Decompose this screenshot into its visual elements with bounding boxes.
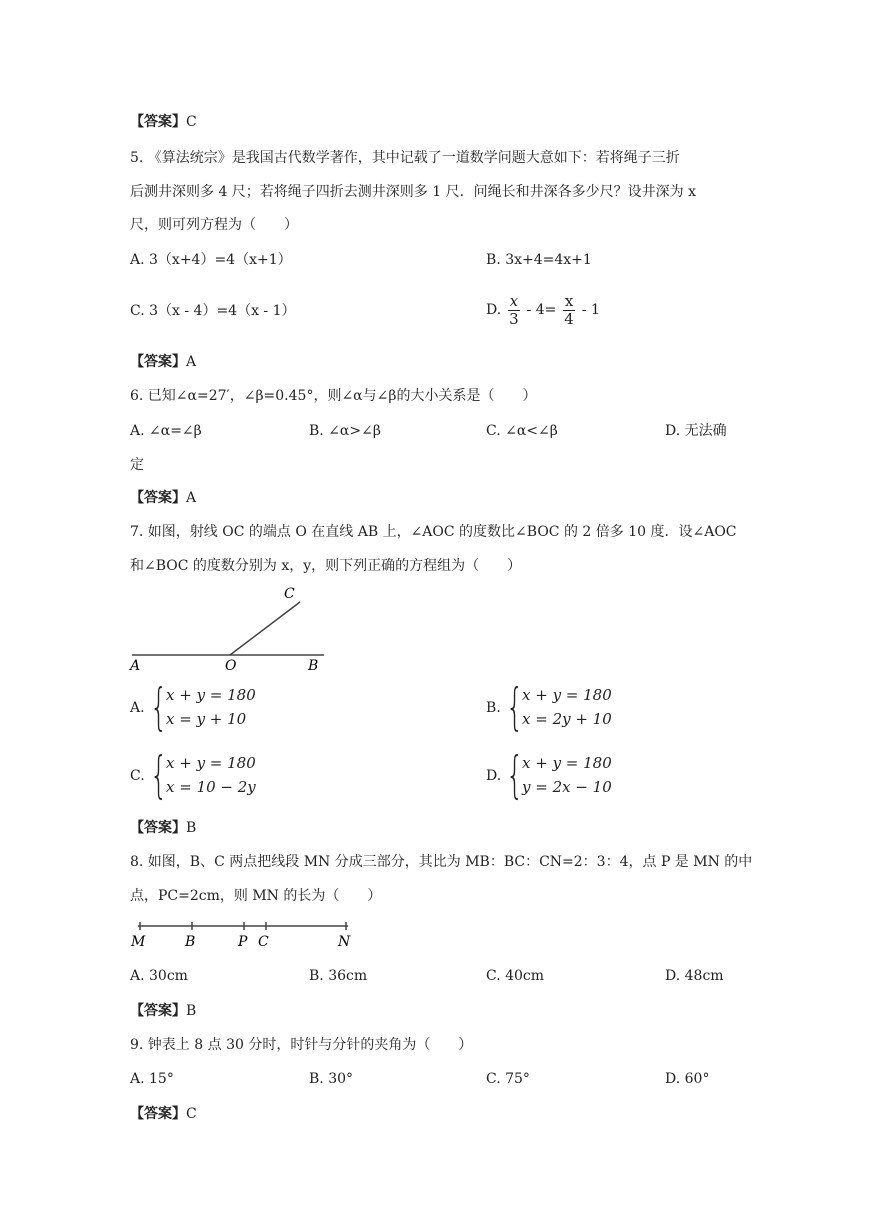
answer-5: 【答案】A [130, 354, 197, 370]
q9-option-b: B. 30° [309, 1071, 354, 1087]
q8-line1: 8. 如图，B、C 两点把线段 MN 分成三部分，其比为 MB：BC：CN=2：3：4，点 P 是 MN 的中 [130, 854, 753, 870]
answer-value: C [186, 114, 197, 130]
q5-option-d [486, 290, 600, 330]
q5-option-a: A. 3（x+4）=4（x+1） [130, 252, 292, 268]
q9-option-d: D. 60° [665, 1071, 710, 1087]
q5-option-b: B. 3x+4=4x+1 [486, 252, 592, 268]
answer-7: 【答案】B [130, 820, 197, 836]
option-d-prefix: D. [486, 302, 502, 318]
q7-figure [128, 582, 328, 672]
q5-line3: 尺，则可列方程为（ ） [130, 217, 298, 233]
q8-option-d: D. 48cm [665, 968, 724, 984]
q8-figure [128, 918, 358, 952]
q6-option-d-cont: 定 [130, 457, 144, 473]
label-c: C [258, 934, 269, 950]
label-a: A [130, 658, 141, 672]
q7-option-a-label: A. [130, 700, 145, 716]
q8-line2: 点，PC=2cm，则 MN 的长为（ ） [130, 888, 382, 904]
label-c: C [284, 586, 295, 602]
q6-option-d: D. 无法确 [665, 423, 727, 439]
q5-option-c: C. 3（x - 4）=4（x - 1） [130, 303, 296, 319]
q8-option-b: B. 36cm [309, 968, 368, 984]
option-d-tail: - 1 [581, 302, 600, 318]
answer-label: 【答案】 [130, 114, 186, 130]
label-n: N [338, 934, 351, 950]
q7-option-c-label: C. [130, 768, 145, 784]
answer-8: 【答案】B [130, 1003, 197, 1019]
q5-line2: 后测井深则多 4 尺；若将绳子四折去测井深则多 1 尺．问绳长和井深各多少尺？设井深为 x [130, 184, 696, 200]
answer-4 [130, 112, 197, 132]
label-b: B [308, 658, 319, 672]
q9-option-a: A. 15° [130, 1071, 174, 1087]
option-d-middle: - 4= [526, 302, 557, 318]
q6-option-a: A. ∠α=∠β [130, 423, 202, 439]
q6-option-b: B. ∠α>∠β [309, 423, 381, 439]
label-b: B [185, 934, 196, 950]
answer-9: 【答案】C [130, 1106, 197, 1122]
q7-line1: 7. 如图，射线 OC 的端点 O 在直线 AB 上，∠AOC 的度数比∠BOC 的 2 倍多 10 度．设∠AOC [130, 524, 737, 540]
q5-line1: 5. 《算法统宗》是我国古代数学著作，其中记载了一道数学问题大意如下：若将绳子三折 [130, 150, 680, 166]
q7-option-d-label: D. [486, 768, 502, 784]
q9-line1: 9. 钟表上 8 点 30 分时，时针与分针的夹角为（ ） [130, 1037, 473, 1053]
q6-line1: 6. 已知∠α=27′，∠β=0.45°，则∠α与∠β的大小关系是（ ） [130, 388, 537, 404]
label-m: M [131, 934, 146, 950]
label-o: O [225, 658, 237, 672]
fraction-x-over-4: $\frac{x}{4}$ [564, 291, 574, 328]
fraction-x-over-3: $\frac{x}{3}$ [509, 291, 519, 328]
q7-option-b-label: B. [486, 700, 501, 716]
q8-option-c: C. 40cm [486, 968, 545, 984]
answer-6: 【答案】A [130, 490, 197, 506]
label-p: P [238, 934, 248, 950]
q8-option-a: A. 30cm [130, 968, 188, 984]
q6-option-c: C. ∠α<∠β [486, 423, 558, 439]
ray-oc [230, 602, 300, 655]
q9-option-c: C. 75° [486, 1071, 530, 1087]
q7-line2: 和∠BOC 的度数分别为 x，y，则下列正确的方程组为（ ） [130, 558, 522, 574]
